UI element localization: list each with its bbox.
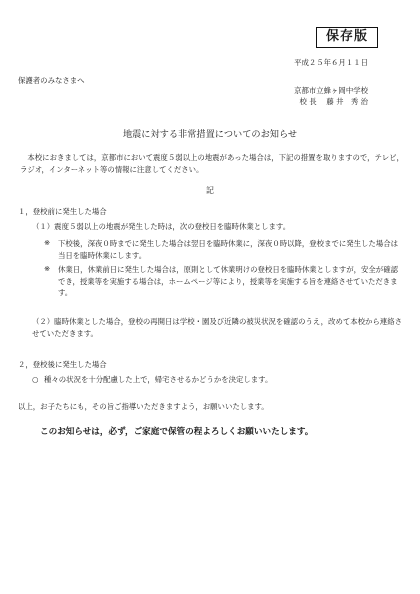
storage-stamp: 保存版 [316, 27, 378, 48]
request-text: 以上，お子たちにも，その旨ご指導いただきますよう，お願いいたします。 [18, 402, 269, 411]
section2-heading: ２，登校後に発生した場合 [18, 360, 107, 369]
ki-marker: 記 [206, 186, 214, 195]
note1-mark: ※ [44, 238, 51, 247]
section1-item2: （２）臨時休業とした場合，登校の再開日は学校・園及び近隣の被災状況を確認のうえ，改めて本校から連絡させていただきます。 [32, 317, 402, 338]
intro-paragraph: 本校におきましては，京都市において震度５弱以上の地震があった場合は，下記の措置を取りますので，テレビ，ラジオ，インターネット等の情報に注意してください。 [20, 153, 404, 174]
section1-heading: １，登校前に発生した場合 [18, 207, 107, 216]
note2-text: 休業日，休業前日に発生した場合は，原則として休業明けの登校日を臨時休業としますが，安全が確認でき，授業等を実施する場合は，ホームページ等により，授業等を実施する旨を連絡させていただきます。 [58, 265, 398, 297]
document-title: 地震に対する非常措置についてのお知らせ [122, 129, 298, 140]
section1-item1: （１）震度５弱以上の地震が発生した時は，次の登校日を臨時休業とします。 [32, 222, 291, 231]
closing-note: このお知らせは，必ず，ご家庭で保管の程よろしくお願いいたします。 [40, 427, 314, 437]
issue-date: 平成２５年６月１１日 [294, 58, 368, 67]
section2-item: 種々の状況を十分配慮した上で，帰宅させるかどうかを決定します。 [44, 375, 273, 384]
note1-text: 下校後，深夜０時までに発生した場合は翌日を臨時休業に，深夜０時以降，登校までに発生した場合は当日を臨時休業にします。 [58, 239, 398, 260]
recipient: 保護者のみなさまへ [18, 76, 85, 85]
note2-mark: ※ [44, 264, 51, 273]
section2-bullet: ○ [32, 375, 39, 384]
sender-principal: 校 長 藤 井 秀 治 [299, 97, 368, 106]
sender-school: 京都市立蜂ヶ岡中学校 [294, 86, 368, 95]
